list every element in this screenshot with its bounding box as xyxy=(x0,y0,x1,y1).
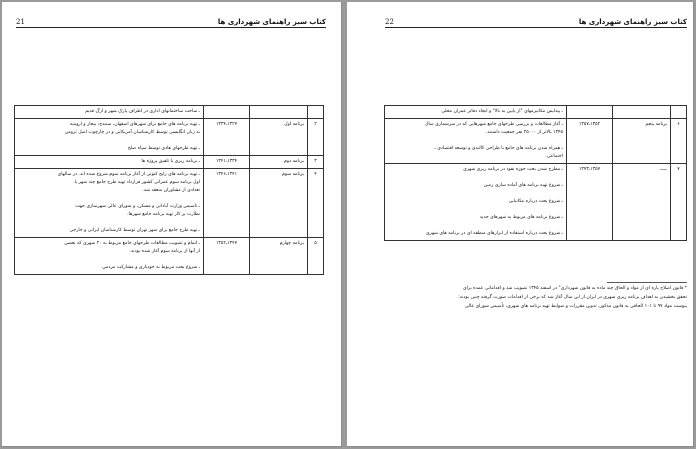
table-row xyxy=(385,164,687,241)
table-row xyxy=(15,238,324,275)
plan-name-cell xyxy=(613,106,671,119)
plan-number-cell: ۲ xyxy=(308,119,324,156)
plan-description-line: ـ شروع تهیه برنامه های آماده سازی زمین xyxy=(483,183,563,188)
plan-description-line: ـ شروع بحث درباره استفاده از ابزارهای منطقه ای در برنامه های شهری xyxy=(425,231,563,236)
plan-name-cell: برنامه دوم xyxy=(250,156,308,169)
footnote-rule xyxy=(607,282,687,283)
footnote-line: تحقق بخشیدن به اهداف برنامه ریزی شهری در ایران از این سال آغاز شد که برخی از اقدامات صورت گرفته چنین بودند: xyxy=(458,295,687,300)
plan-description-line: ـ شروع بحث مربوط به خودیاری و مشارکت مردمی xyxy=(102,265,200,270)
plan-number-cell: ۵ xyxy=(308,238,324,275)
plan-description-line: ـ آغاز مطالعات و بررسی طرحهای جامع شهرهایی که در سرشماری سال xyxy=(425,122,563,127)
footnote-line: پیوست مواد ۹۷ تا ۱۰۱ الحاقی به قانون مذکور، تدوین مقررات و ضوابط تهیه برنامه های شهری، تأسیس شورای عالی xyxy=(464,304,687,309)
left-page-header xyxy=(16,14,326,28)
plan-number-cell: ۳ xyxy=(308,156,324,169)
plan-number-cell: ۶ xyxy=(671,119,687,164)
plan-description-line: ـ ساخت ساختمانهای اداری در اطراف پارک شهر و ارگ قدیم xyxy=(85,109,200,114)
plan-years-cell: ۱۳۳۴ـ۱۳۴۱ xyxy=(204,156,250,169)
plan-number-cell: ۷ xyxy=(671,164,687,241)
table-row xyxy=(15,156,324,169)
plan-description-line: اول برنامه سوم عمرانی کشور قرارداد تهیه طرح جامع چند شهر با xyxy=(74,180,200,185)
plan-description-line: ـ تهیه برنامه های جامع برای شهرهای اصفهان، سنندج، بیجار و ارومیه xyxy=(69,122,200,127)
table-row xyxy=(15,119,324,156)
plan-description-line: تعدادی از مشاوران منعقد شد. xyxy=(142,188,200,193)
footnote-line: * قانون اصلاح پاره ای از مواد و الحاق چند ماده به قانون شهرداری" در اسفند ۱۳۴۵ تصویب شد و اقداماتی عمده برای xyxy=(463,286,687,291)
right-page xyxy=(347,2,694,447)
plan-description-cell xyxy=(15,156,204,169)
plan-description-line: به زبان انگلیسی توسط کارشناسان آمریکایی و در چارچوب اصل ترومن xyxy=(64,130,200,135)
plan-number-cell xyxy=(308,106,324,119)
plan-description-line: ـ تأسیس وزارت آبادانی و مسکن، و شورای عالی شهرسازی جهت xyxy=(75,204,200,209)
plan-name-cell: ـــــ xyxy=(613,164,671,241)
plan-description-line: نظارت بر کار تهیه برنامه جامع شهرها. xyxy=(127,212,200,217)
plan-name-cell: برنامه چهارم xyxy=(250,238,308,275)
plan-name-cell: برنامه سوم xyxy=(250,169,308,238)
plan-description-line: ـ پیدایش مکانیزمهای "از پایین به بالا" و ایجاد دفاتر عمران محلی xyxy=(441,109,563,114)
right-plans-table xyxy=(384,105,687,241)
plan-description-cell xyxy=(15,119,204,156)
plan-description-line: اجتماعی. xyxy=(545,154,563,159)
plan-number-cell xyxy=(671,106,687,119)
plan-years-cell: ۱۳۵۲ـ۱۳۵۷ xyxy=(567,119,613,164)
plan-years-cell: ۱۳۵۷ـ۱۳۷۳ xyxy=(567,164,613,241)
plan-description-line: ـ شروع برنامه های مربوط به شهرهای جدید xyxy=(479,215,563,220)
right-page-number: 22 xyxy=(385,18,394,26)
plan-number-cell: ۴ xyxy=(308,169,324,238)
left-plans-table xyxy=(14,105,324,275)
plan-description-line: ـ تهیه طرحهای هادی توسط سپاه صلح xyxy=(127,146,200,151)
plan-years-cell: ۱۳۴۷ـ۱۳۵۲ xyxy=(204,238,250,275)
plan-years-cell: ۱۳۲۷ـ۱۳۳۴ xyxy=(204,119,250,156)
plan-description-cell xyxy=(15,238,204,275)
plan-description-line: ـ مطرح شدن بحث حوزه نفوذ در برنامه ریزی شهری xyxy=(463,167,563,172)
footnote xyxy=(384,284,687,311)
left-page-book-title: کتاب سبز راهنمای شهرداری ها xyxy=(217,18,326,26)
plan-description-line: ـ همراه شدن برنامه های جامع با طراحی کالبدی و توسعه اقتصادی ـ xyxy=(434,146,563,151)
plan-description-line: ۱۳۴۵ بالاتر از ۲۵۰۰۰ نفر جمعیت داشتند. xyxy=(485,130,563,135)
plan-description-line: ـ اتمام و تصویب مطالعات طرحهای جامع مربوط به ۲۰ شهری که بعضی xyxy=(64,241,200,246)
plan-name-cell: برنامه اول xyxy=(250,119,308,156)
plan-description-cell xyxy=(15,169,204,238)
plan-name-cell xyxy=(250,106,308,119)
left-page-number: 21 xyxy=(16,18,25,26)
plan-years-cell xyxy=(567,106,613,119)
plan-description-cell xyxy=(385,164,567,241)
plan-description-line: ـ شروع بحث درباره مکانیابی xyxy=(508,199,563,204)
right-page-book-title: کتاب سبز راهنمای شهرداری ها xyxy=(578,18,687,26)
plan-name-cell: برنامه پنجم xyxy=(613,119,671,164)
plan-description-line: ـ تهیه طرح جامع برای شهر تهران توسط کارشناسان ایرانی و خارجی xyxy=(69,228,200,233)
plan-description-line: ـ برنامه ریزی یا تلفیق پروژه ها xyxy=(141,159,200,164)
plan-description-line: ـ تهیه برنامه های رایج کنونی از آغاز برنامه سوم شروع شده اند. در سالهای xyxy=(57,172,200,177)
plan-years-cell xyxy=(204,106,250,119)
left-page xyxy=(2,2,342,447)
table-row xyxy=(15,106,324,119)
plan-description-cell xyxy=(385,106,567,119)
table-row xyxy=(385,119,687,164)
table-row xyxy=(15,169,324,238)
plan-description-line: از آنها از برنامه سوم آغاز شده بودند. xyxy=(129,249,200,254)
plan-years-cell: ۱۳۴۱ـ۱۳۴۶ xyxy=(204,169,250,238)
table-row xyxy=(385,106,687,119)
right-page-header xyxy=(385,14,687,28)
plan-description-cell xyxy=(15,106,204,119)
plan-description-cell xyxy=(385,119,567,164)
